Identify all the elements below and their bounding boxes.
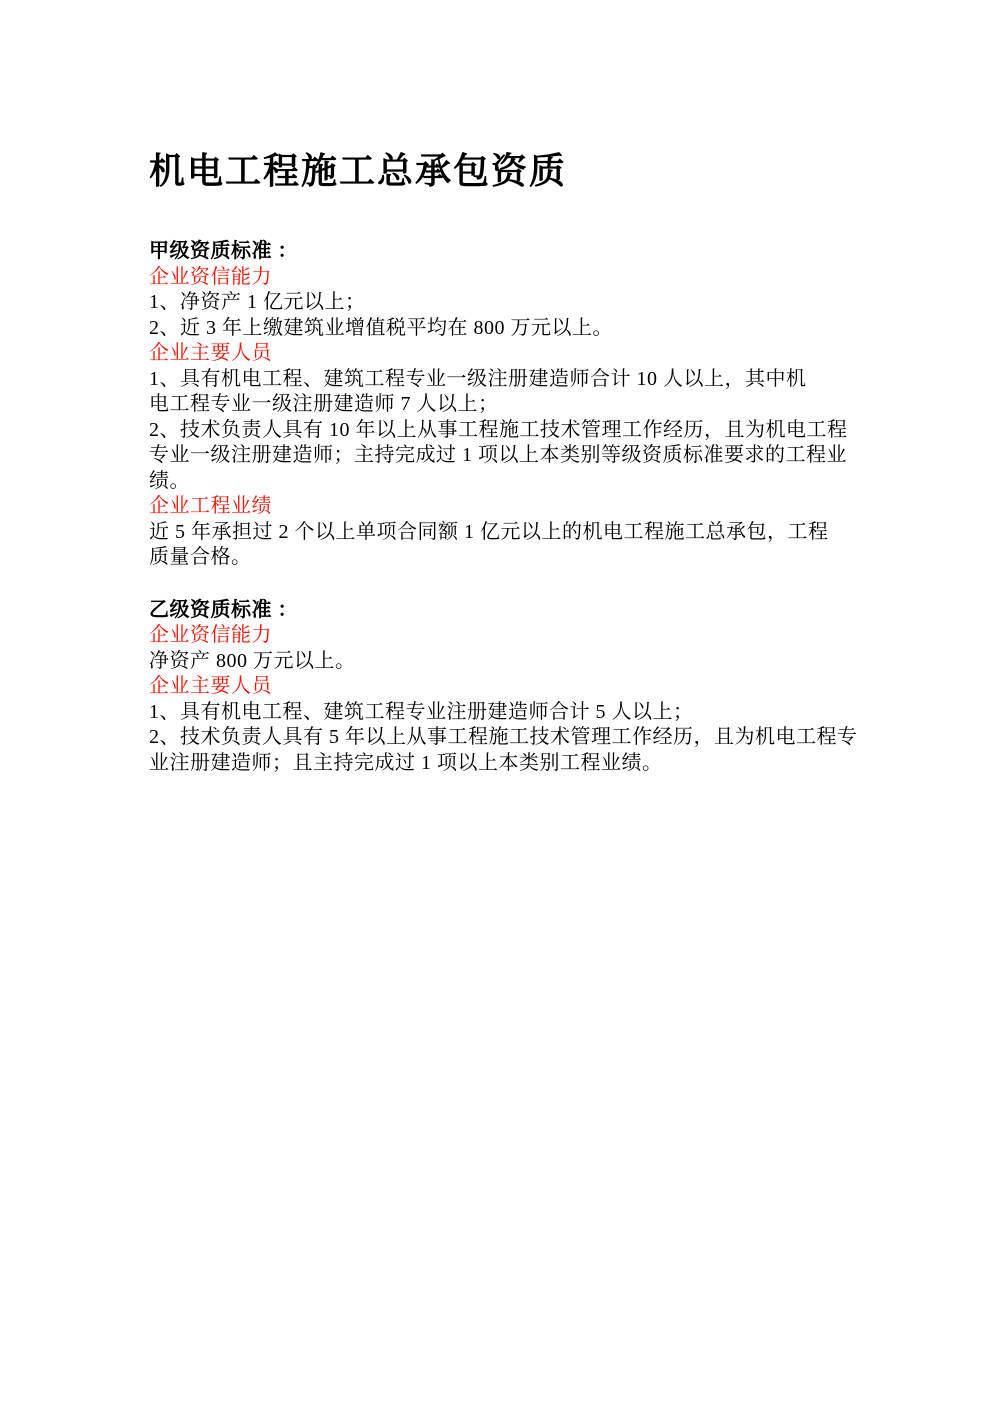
body-line: 1、具有机电工程、建筑工程专业一级注册建造师合计 10 人以上，其中机: [149, 367, 807, 390]
body-line: 电工程专业一级注册建造师 7 人以上；: [149, 393, 499, 415]
body-line: 2、技术负责人具有 10 年以上从事工程施工技术管理工作经历，且为机电工程: [149, 418, 848, 441]
subheading-key-personnel: 企业主要人员: [149, 342, 272, 364]
section-grade-yi: [149, 598, 865, 777]
body-line: 绩。: [149, 469, 190, 492]
body-line: 1、具有机电工程、建筑工程专业注册建造师合计 5 人以上；: [149, 700, 694, 723]
subheading-credit-capability: 企业资信能力: [149, 624, 272, 646]
page-title: 机电工程施工总承包资质: [149, 151, 568, 191]
subheading-project-performance: 企业工程业绩: [149, 495, 272, 517]
body-line: 质量合格。: [149, 546, 252, 568]
body-line: 1、净资产 1 亿元以上；: [149, 291, 366, 313]
body-line: 近 5 年承担过 2 个以上单项合同额 1 亿元以上的机电工程施工总承包，工程: [149, 520, 829, 543]
subheading-key-personnel: 企业主要人员: [149, 675, 272, 697]
body-line: 专业一级注册建造师；主持完成过 1 项以上本类别等级资质标准要求的工程业: [149, 444, 847, 466]
document-content: [149, 150, 865, 776]
body-line: 2、近 3 年上缴建筑业增值税平均在 800 万元以上。: [149, 316, 613, 339]
section-heading-jia: 甲级资质标准 ：: [149, 240, 298, 262]
body-line: 2、技术负责人具有 5 年以上从事工程施工技术管理工作经历，且为机电工程专: [149, 726, 858, 748]
body-line: 业注册建造师；且主持完成过 1 项以上本类别工程业绩。: [149, 751, 663, 774]
section-grade-jia: [149, 239, 865, 571]
body-line: 净资产 800 万元以上。: [149, 649, 356, 672]
subheading-credit-capability: 企业资信能力: [149, 265, 272, 288]
section-heading-yi: 乙级资质标准 ：: [149, 598, 298, 621]
